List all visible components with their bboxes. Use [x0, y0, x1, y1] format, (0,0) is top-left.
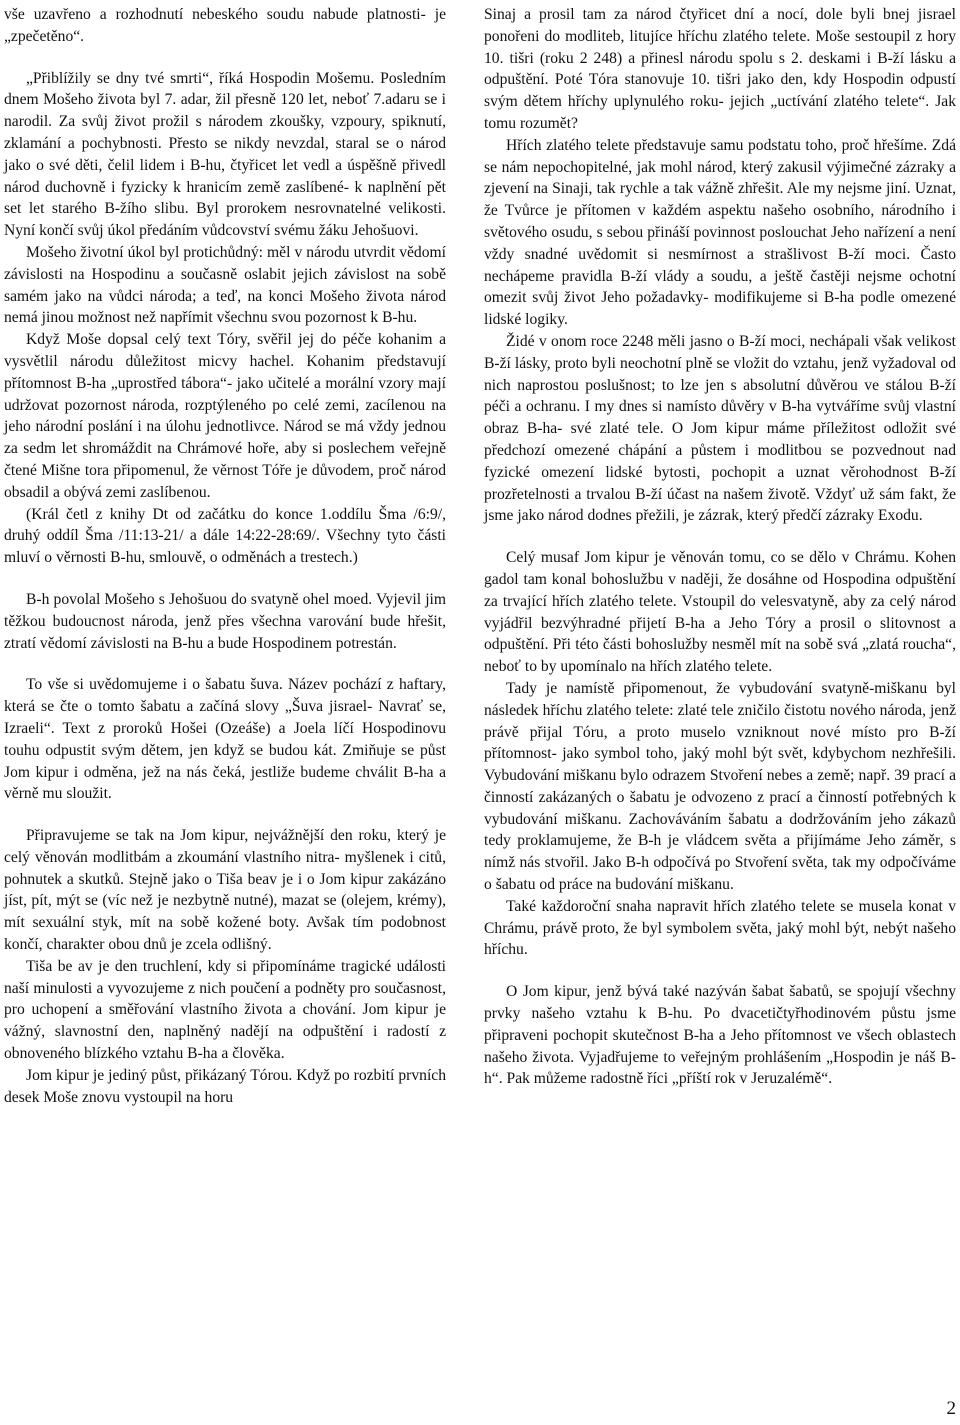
page-number: 2	[946, 1398, 956, 1419]
right-column	[484, 4, 956, 1090]
paragraph: Tiša be av je den truchlení, kdy si připomínáme tragické události naší minulosti a vyvozujeme z nich poučení a podněty pro současnost, pro uchopení a směřování vlastního života a chování. Jom kipur je vážný, slavnostní den, naplněný nadějí na odpuštění i radostí z obnoveného blízkého vztahu B-ha a člověka.	[4, 957, 446, 1063]
paragraph: vše uzavřeno a rozhodnutí nebeského soudu nabude platnosti- je „zpečetěno“.	[4, 6, 446, 45]
left-column	[4, 4, 446, 1108]
paragraph: Také každoroční snaha napravit hřích zlatého telete se musela konat v Chrámu, právě proto, že byl symbolem světa, jaký mohl být, nebýt našeho hříchu.	[484, 897, 956, 959]
paragraph: Připravujeme se tak na Jom kipur, nejvážnější den roku, který je celý věnován modlitbám a zkoumání vlastního nitra- myšlenek i citů, pohnutek a skutků. Stejně jako o Tiša beav je i o Jom kipur zakázáno jíst, pít, mýt se (víc než je nezbytně nutné), mazat se (olejem, krémy), mít sexuální styk, mít na sobě kožené boty. Avšak tím podobnost končí, charakter obou dnů je zcela odlišný.	[4, 827, 446, 954]
paragraph: Když Moše dopsal celý text Tóry, svěřil jej do péče kohanim a vysvětlil národu důležitost micvy hachel. Kohanim představují přítomnost B-ha „uprostřed tábora“- jako učitelé a morální vzory mají udržovat pozornost národa, rozptýleného po celé zemi, zacílenou na jeho národní poslání i na úlohu jednotlivce. Národ se má vždy jednou za sedm let shromáždit na Chrámové hoře, aby si poslechem veřejně čtené Mišne tora připomenul, že věrnost Tóře je důvodem, proč národ obsadil a obývá zemi zaslíbenou.	[4, 331, 446, 501]
paragraph: Mošeho životní úkol byl protichůdný: měl v národu utvrdit vědomí závislosti na Hospodinu a současně oslabit jejich závislost na sobě samém jako na vůdci národa; a teď, na konci Mošeho života národ nemá jinou možnost než napřímit všechnu svou pozornost k B-hu.	[4, 243, 446, 327]
paragraph: Jom kipur je jediný půst, přikázaný Tórou. Když po rozbití prvních desek Moše znovu vystoupil na horu	[4, 1066, 446, 1106]
paragraph: „Přiblížily se dny tvé smrti“, říká Hospodin Mošemu. Posledním dnem Mošeho života byl 7. adar, žil přesně 120 let, neboť 7.adaru se i narodil. Za svůj život prožil s národem zkoušky, vzpoury, spiknutí, zklamání a pochybnosti. Přesto se nikdy nevzdal, staral se o národ jako o své děti, čelil lidem i B-hu, čtyřicet let vedl a úspěšně přivedl národ duchovně i fyzicky k hranicím země zaslíbené- k naplnění pět set let starého B-žího slibu. Byl prorokem nesrovnatelné velikosti. Nyní končí svůj úkol předáním vůdcovství svému žáku Jehošuovi.	[4, 69, 446, 240]
paragraph: B-h povolal Mošeho s Jehošuou do svatyně ohel moed. Vyjevil jim těžkou budoucnost národa, jenž přes všechna varování bude hřešit, ztratí vědomí závislosti na B-hu a bude Hospodinem potrestán.	[4, 590, 446, 652]
paragraph: To vše si uvědomujeme i o šabatu šuva. Název pochází z haftary, která se čte o tomto šabatu a začíná slovy „Šuva jisrael- Navrať se, Izraeli“. Text z proroků Hošei (Ozeáše) a Joela líčí Hospodinovu touhu odpustit svým dětem, jen když se budou kát. Zmiňuje se půst Jom kipur i odměna, jež na nás čeká, jestliže budeme chválit B-ha a věrně mu sloužit.	[4, 676, 446, 803]
paragraph: Židé v onom roce 2248 měli jasno o B-ží moci, nechápali však velikost B-ží lásky, proto byli neochotní plně se vložit do vztahu, jenž vyžadoval od nich naprostou poslušnost; to lze jen s absolutní důvěrou ve stálou B-ží péči a ochranu. I my dnes si namísto důvěry v B-ha vytváříme svůj vlastní obraz B-ha- své zlaté tele. O Jom kipur máme příležitost odložit své předchozí omezené chápání a půstem i modlitbou se pozvednout nad fyzické omezení lidské bytosti, pochopit a uznat věrohodnost B-ží prozřetelnosti a trvalou B-ží účast na našem životě. Vždyť už sám fakt, že jsme jako národ dodnes přežili, je zázrak, který předčí zázraky Exodu.	[484, 332, 956, 525]
paragraph: Hřích zlatého telete představuje samu podstatu toho, proč hřešíme. Zdá se nám nepochopitelné, jak mohl národ, který zakusil výjimečné zázraky a zjevení na Sinaji, tak rychle a tak vážně zhřešit. Ale my nejsme jiní. Uznat, že Tvůrce je přítomen v každém aspektu našeho osobního, národního i světového osudu, s sebou přináší povinnost poslouchat Jeho nařízení a není vždy snadné uvědomit si nesmírnost a strašlivost B-ží moci. Často nechápeme pravidla B-ží vlády a soudu, a ještě častěji nejsme ochotní omezit svůj život Jeho požadavky- modifikujeme si B-ha podle omezené lidské logiky.	[484, 136, 956, 329]
paragraph: Sinaj a prosil tam za národ čtyřicet dní a nocí, dole byli bnej jisrael ponořeni do modliteb, litujíce hříchu zlatého telete. Moše sestoupil z hory 10. tišri (roku 2 248) a přinesl národu spolu s 2. deskami i B-ží lásku a odpuštění. Poté Tóra stanovuje 10. tišri jako den, kdy Hospodin odpustí svým dětem hříchy uplynulého roku- jejich „uctívání zlatého telete“. Jak tomu rozumět?	[484, 6, 956, 132]
paragraph: Celý musaf Jom kipur je věnován tomu, co se dělo v Chrámu. Kohen gadol tam konal bohoslužbu v naději, že dosáhne od Hospodina odpuštění za trvající hřích zlatého telete. Vstoupil do velesvatyně, aby za celý národ vyjádřil bezvýhradné přijetí B-ha a Jeho Tóry a prosil o slitovnost a odpuštění. Při této části bohoslužby nesměl mít na sobě svá „zlatá roucha“, neboť to by upomínalo na hřích zlatého telete.	[484, 549, 956, 676]
paragraph: (Král četl z knihy Dt od začátku do konce 1.oddílu Šma /6:9/, druhý oddíl Šma /11:13-21/ a dále 14:22-28:69/. Všechny tyto části mluví o věrnosti B-hu, smlouvě, o odměnách a trestech.)	[4, 505, 446, 567]
paragraph: O Jom kipur, jenž bývá také nazýván šabat šabatů, se spojují všechny prvky našeho vztahu k B-hu. Po dvacetičtyřhodinovém půstu jsme připraveni pochopit skutečnost B-ha a Jeho přítomnost ve všech oblastech našeho života. Vyjadřujeme to veřejným prohlášením „Hospodin je náš B-h“. Pak můžeme radostně říci „příští rok v Jeruzalémě“.	[484, 983, 956, 1088]
paragraph: Tady je namístě připomenout, že vybudování svatyně-miškanu byl následek hříchu zlatého telete: zlaté tele zničilo čistotu nového národa, jenž právě přijal Tóru, a proto muselo vzniknout nové místo pro B-ží přítomnost- jako symbol toho, jaký mohl být svět, kdybychom nezhřešili. Vybudování miškanu bylo odrazem Stvoření nebes a země; např. 39 prací a činností zakázaných o šabatu je odvozeno z prací a činností potřebných k vybudování miškanu. Zachováváním šabatu a dodržováním jeho zákazů tedy proklamujeme, že B-h je vládcem světa a přijímáme Jeho záměr, s nímž nás stvořil. Jako B-h odpočívá po Stvoření světa, tak my odpočíváme o šabatu od práce na budování miškanu.	[484, 679, 956, 894]
